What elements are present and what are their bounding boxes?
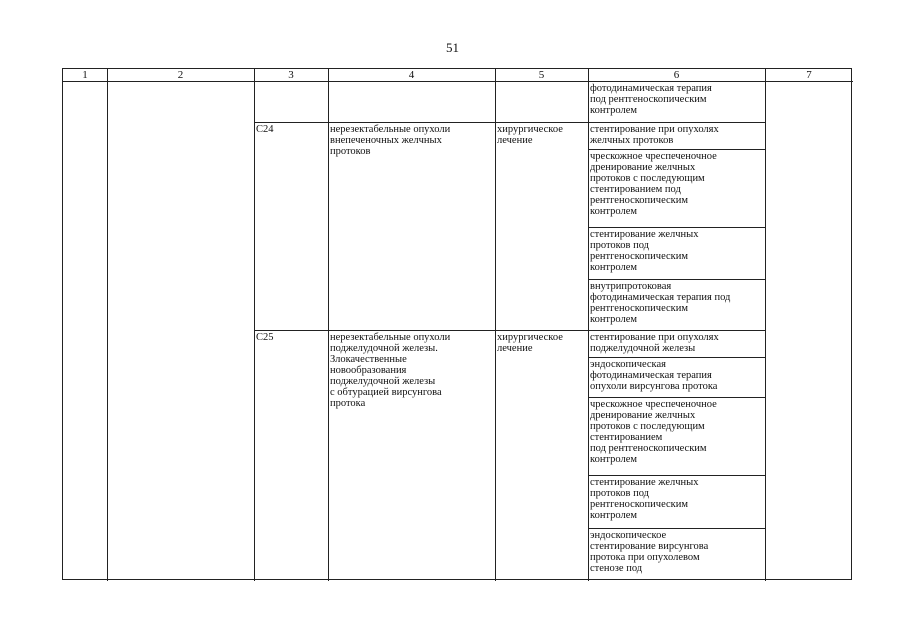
method-cell: стентирование желчных протоков под рентгеноскопическим контролем bbox=[590, 229, 699, 273]
method-cell: чрескожное чреспеченочное дренирование желчных протоков с последующим стентированием под рентгеноскопическим контролем bbox=[590, 151, 717, 217]
method-cell: фотодинамическая терапия под рентгеноскопическим контролем bbox=[590, 83, 712, 116]
treatment-type-cell: хирургическое лечение bbox=[497, 332, 563, 354]
header-col-6: 6 bbox=[673, 69, 680, 81]
header-col-4: 4 bbox=[408, 69, 415, 81]
diagnosis-cell: нерезектабельные опухоли поджелудочной железы. Злокачественные новообразования поджелудочной железы с обтурацией вирсунгова протока bbox=[330, 332, 451, 409]
method-divider bbox=[588, 227, 765, 228]
method-cell: стентирование при опухолях желчных протоков bbox=[590, 124, 719, 146]
icd-code: C25 bbox=[256, 332, 274, 343]
col-divider bbox=[254, 69, 255, 581]
row-divider bbox=[254, 122, 765, 123]
icd-code: C24 bbox=[256, 124, 274, 135]
header-col-7: 7 bbox=[806, 69, 812, 81]
method-cell: стентирование при опухолях поджелудочной железы bbox=[590, 332, 719, 354]
method-cell: эндоскопическое стентирование вирсунгова протока при опухолевом стенозе под bbox=[590, 530, 709, 574]
method-cell: эндоскопическая фотодинамическая терапия опухоли вирсунгова протока bbox=[590, 359, 718, 392]
method-divider bbox=[588, 279, 765, 280]
page-number: 51 bbox=[446, 40, 459, 55]
method-divider bbox=[588, 149, 765, 150]
col-divider bbox=[765, 69, 766, 581]
header-col-2: 2 bbox=[177, 69, 184, 81]
method-divider bbox=[588, 357, 765, 358]
header-col-3: 3 bbox=[288, 69, 294, 81]
header-col-5: 5 bbox=[538, 69, 545, 81]
treatment-table bbox=[62, 68, 852, 580]
treatment-type-cell: хирургическое лечение bbox=[497, 124, 563, 146]
col-divider bbox=[107, 69, 108, 581]
method-cell: внутрипротоковая фотодинамическая терапия под рентгеноскопическим контролем bbox=[590, 281, 731, 325]
row-divider bbox=[254, 330, 765, 331]
header-col-1: 1 bbox=[82, 69, 88, 81]
method-divider bbox=[588, 397, 765, 398]
method-cell: чрескожное чреспеченочное дренирование желчных протоков с последующим стентированием под рентгеноскопическим контролем bbox=[590, 399, 717, 465]
diagnosis-cell: нерезектабельные опухоли внепеченочных желчных протоков bbox=[330, 124, 451, 157]
method-divider bbox=[588, 528, 765, 529]
method-divider bbox=[588, 475, 765, 476]
method-cell: стентирование желчных протоков под рентгеноскопическим контролем bbox=[590, 477, 699, 521]
